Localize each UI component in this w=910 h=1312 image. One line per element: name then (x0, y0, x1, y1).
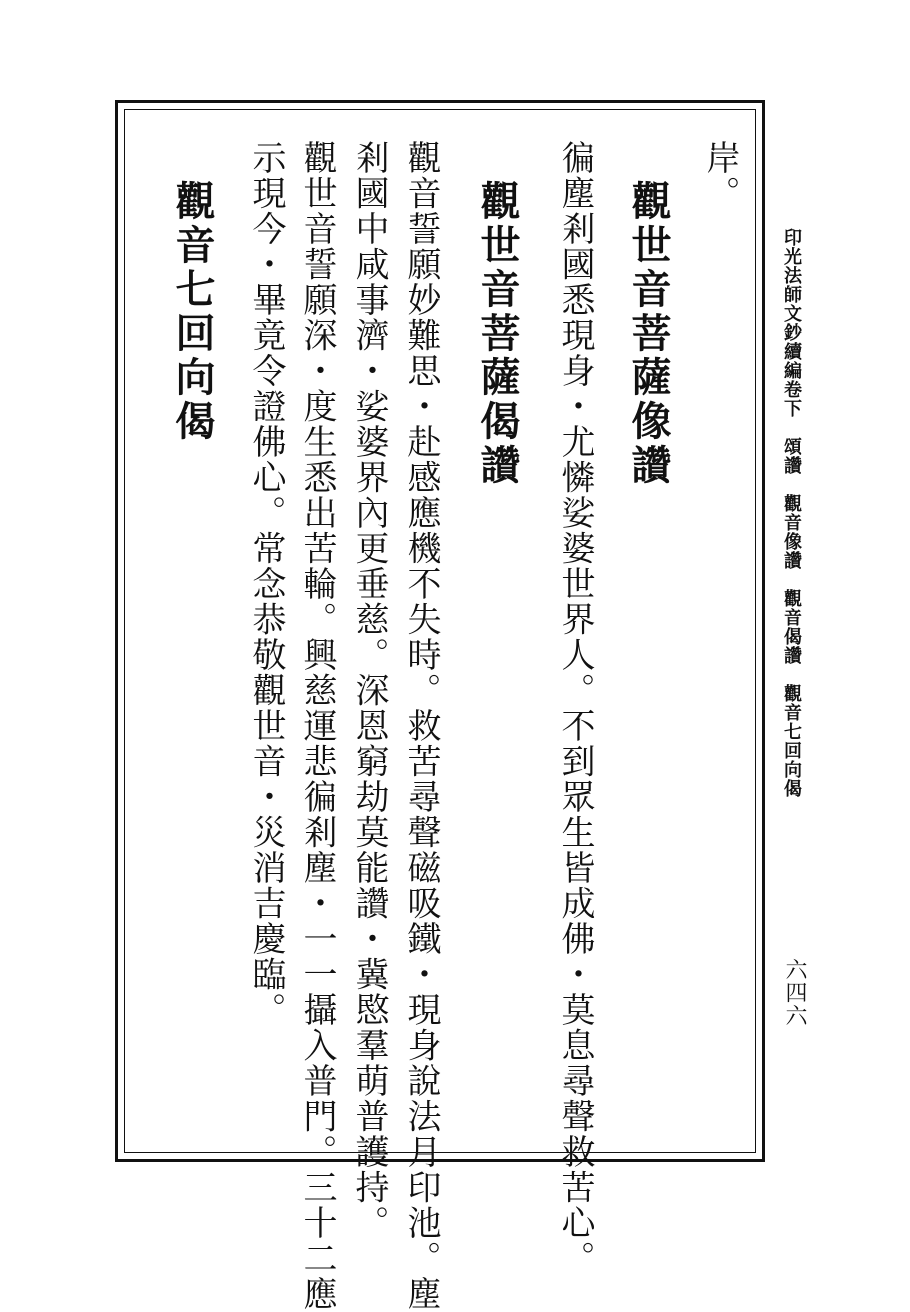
text-column-1: 岸。 (700, 140, 740, 211)
heading-guanyin-verse-praise: 觀世音菩薩偈讚 (474, 180, 521, 488)
heading-guanyin-image-praise: 觀世音菩薩像讚 (625, 180, 672, 488)
text-column-8: 示現今・畢竟令證佛心。常念恭敬觀世音・災消吉慶臨。 (246, 140, 286, 1028)
running-title: 印光法師文鈔續編卷下 頌讚 觀音像讚 觀音偈讚 觀音七回向偈 (781, 228, 802, 798)
heading-guanyin-seven-dedication: 觀音七回向偈 (169, 180, 216, 444)
text-column-6: 剎國中咸事濟・娑婆界內更垂慈。深恩窮劫莫能讚・冀愍羣萌普護持。 (349, 140, 389, 1241)
page-number: 六四六 (782, 958, 807, 1027)
text-column-7: 觀世音誓願深・度生悉出苦輪。興慈運悲徧剎塵・一一攝入普門。三十二應 (297, 140, 337, 1312)
text-column-5: 觀音誓願妙難思・赴感應機不失時。救苦尋聲磁吸鐵・現身說法月印池。塵 (401, 140, 441, 1312)
text-column-3: 徧塵剎國悉現身・尤憐娑婆世界人。不到眾生皆成佛・莫息尋聲救苦心。 (555, 140, 595, 1276)
